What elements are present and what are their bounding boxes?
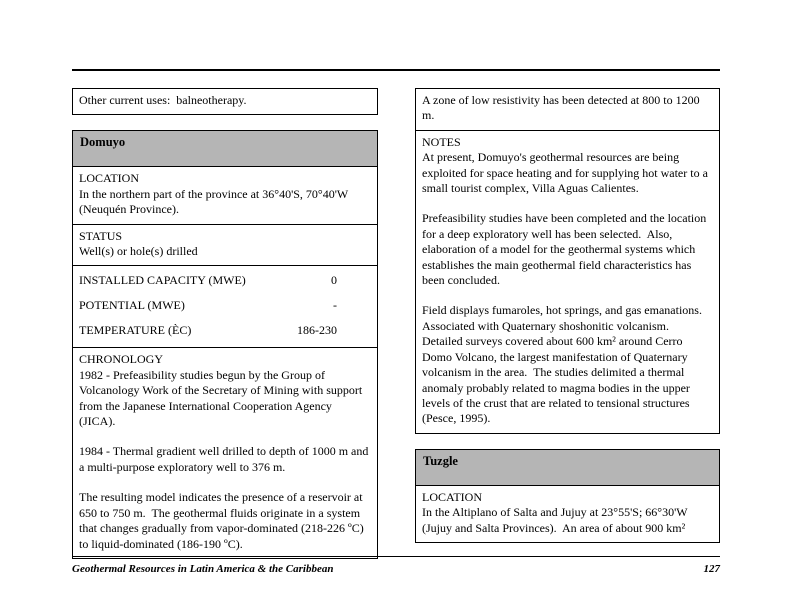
resistivity-text: A zone of low resistivity has been detected at 800 to 1200 m.: [422, 93, 703, 123]
stat-label-temperature: TEMPERATURE (ÈC): [79, 323, 192, 338]
chronology-paragraph: 1982 - Prefeasibility studies begun by the Group of Volcanology Work of the Secretary of Mining with support from the Japanese International Cooperation Agency (JICA).: [79, 367, 366, 429]
left-column: [72, 88, 378, 559]
tuzgle-section: [415, 449, 720, 543]
stat-value-potential: -: [333, 298, 337, 313]
section-title-domuyo: Domuyo: [80, 135, 126, 150]
chronology-paragraph: 1984 - Thermal gradient well drilled to depth of 1000 m and a multi-purpose exploratory well to 376 m.: [79, 444, 372, 474]
notes-heading: NOTES: [422, 134, 461, 149]
chronology-heading: CHRONOLOGY: [79, 352, 163, 367]
section-title-tuzgle: Tuzgle: [423, 453, 458, 468]
location-cell: [73, 166, 377, 223]
tuzgle-location-body: In the Altiplano of Salta and Jujuy at 23°55'S; 66°30'W (Jujuy and Salta Provinces). An area of about 900 km²: [422, 505, 691, 535]
other-uses-box: [72, 88, 378, 115]
notes-section: [415, 88, 720, 434]
stat-label-installed-capacity: INSTALLED CAPACITY (MWE): [79, 273, 246, 288]
location-heading: LOCATION: [79, 171, 139, 186]
notes-paragraph: Field displays fumaroles, hot springs, and gas emanations. Associated with Quaternary shoshonitic volcanism. Detailed surveys covered about 600 km² around Cerro Domo Volcano, the largest manifestation of Quaternary volcanism in the area. The studies delimited a thermal anomaly probably related to magma bodies in the upper levels of the crust that are related to tensional structures (Pesce, 1995).: [422, 303, 708, 426]
page-footer: [72, 562, 720, 576]
chronology-cell: [73, 347, 377, 557]
stat-label-potential: POTENTIAL (MWE): [79, 298, 185, 313]
domuyo-section: [72, 130, 378, 559]
stat-row-temperature: [79, 318, 371, 343]
status-cell: [73, 224, 377, 266]
section-header-tuzgle: [416, 450, 719, 485]
notes-paragraph: At present, Domuyo's geothermal resources are being exploited for space heating and for supplying hot water to a small tourist complex, Villa Aguas Calientes.: [422, 150, 711, 196]
chronology-paragraph: The resulting model indicates the presence of a reservoir at 650 to 750 m. The geothermal fluids originate in a system that changes gradually from vapor-dominated (218-226 ºC) to liquid-dominated (186-190 ºC).: [79, 490, 367, 551]
top-rule: [72, 69, 720, 71]
resistivity-cell: [416, 89, 719, 130]
other-uses-cell: [73, 89, 377, 114]
right-column: [415, 88, 720, 543]
stat-row-installed-capacity: [79, 268, 371, 293]
status-heading: STATUS: [79, 228, 123, 243]
stat-value-installed-capacity: 0: [331, 273, 337, 288]
stat-row-potential: [79, 293, 371, 318]
stats-cell: [73, 265, 377, 347]
notes-paragraph: Prefeasibility studies have been completed and the location for a deep exploratory well has been selected. Also, elaboration of a model for the geothermal systems which establishes the main geothermal field characteristics has been concluded.: [422, 211, 710, 288]
notes-cell: [416, 130, 719, 433]
tuzgle-location-cell: [416, 485, 719, 542]
bottom-rule: [72, 556, 720, 557]
tuzgle-location-heading: LOCATION: [422, 489, 482, 504]
section-header-domuyo: [73, 131, 377, 166]
footer-document-title: Geothermal Resources in Latin America & the Caribbean: [72, 563, 334, 575]
location-body: In the northern part of the province at 36°40'S, 70°40'W (Neuquén Province).: [79, 186, 351, 217]
status-body: Well(s) or hole(s) drilled: [79, 244, 198, 259]
other-uses-text: Other current uses: balneotherapy.: [79, 93, 247, 107]
footer-page-number: 127: [703, 563, 720, 575]
stat-value-temperature: 186-230: [297, 323, 337, 338]
